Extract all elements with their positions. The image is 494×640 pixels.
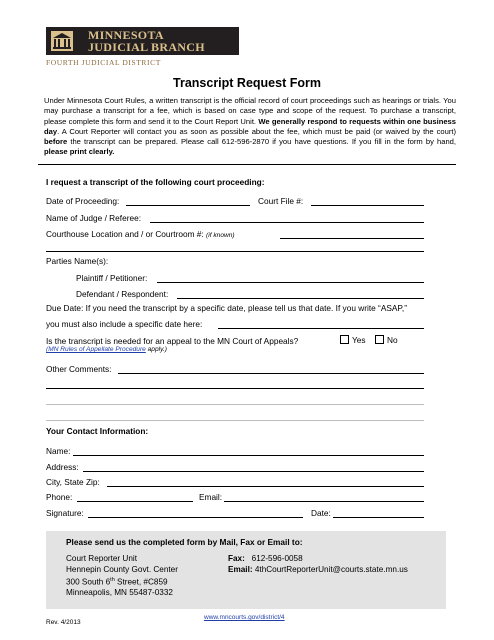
mailing-address	[66, 554, 178, 599]
logo-line-2: JUDICIAL BRANCH	[88, 40, 205, 54]
no-checkbox[interactable]	[375, 335, 384, 344]
judge-label: Name of Judge / Referee:	[46, 213, 142, 223]
address-line-3	[66, 575, 178, 588]
plaintiff-field[interactable]	[157, 282, 424, 283]
comments-line-2[interactable]	[46, 388, 424, 389]
address-line-4: Minneapolis, MN 55487-0332	[66, 588, 173, 598]
appeal-rules-note	[46, 346, 167, 353]
due-date-field[interactable]	[218, 328, 424, 329]
due-date-label: Due Date: If you need the transcript by a specific date, please tell us that date. If you write “ASAP,”	[46, 303, 407, 313]
fax-label: Fax:	[228, 554, 245, 563]
email-address[interactable]: 4thCourtReporterUnit@courts.state.mn.us	[254, 564, 408, 574]
comments-label: Other Comments:	[46, 364, 112, 374]
city-state-zip-label: City, State Zip:	[46, 477, 100, 487]
appeal-question: Is the transcript is needed for an appeal to the MN Court of Appeals?	[46, 336, 299, 346]
revision-date: Rev. 4/2013	[46, 619, 81, 626]
email-contact-label: Email:	[228, 564, 253, 574]
judge-field[interactable]	[150, 222, 424, 223]
send-instructions-box	[46, 531, 446, 609]
website-link[interactable]: www.mncourts.gov/district/4	[204, 614, 285, 621]
section-divider	[38, 164, 456, 165]
address-label: Address:	[46, 462, 79, 472]
courthouse-label-text: Courthouse Location and / or Courtroom #:	[46, 229, 204, 239]
courthouse-field[interactable]	[280, 238, 424, 239]
comments-line-4[interactable]	[46, 420, 424, 421]
fax-line	[228, 554, 408, 565]
appeal-yes-option[interactable]	[340, 335, 366, 345]
intro-bold-3: please print clearly.	[44, 147, 115, 157]
address-line-1: Court Reporter Unit	[66, 554, 137, 563]
address-field[interactable]	[83, 471, 424, 472]
intro-paragraph	[44, 96, 456, 158]
signature-field[interactable]	[88, 517, 303, 518]
court-file-field[interactable]	[311, 205, 424, 206]
court-file-label: Court File #:	[258, 196, 304, 206]
address-line-3b: Street, #C859	[114, 577, 168, 587]
address-line-3a: 300 South 6	[66, 577, 111, 587]
email-field[interactable]	[224, 501, 424, 502]
intro-bold-1: We generally respond to requests within one business day	[44, 116, 456, 136]
due-date-label-2: you must also include a specific date here:	[46, 319, 203, 329]
sign-date-label: Date:	[311, 508, 331, 518]
appeal-rules-tail: apply.)	[145, 346, 167, 353]
parties-label: Parties Name(s):	[46, 256, 109, 266]
comments-field[interactable]	[118, 373, 424, 374]
contact-section-heading: Your Contact Information:	[46, 426, 149, 436]
address-line-3-sup: th	[110, 577, 115, 583]
fax-number: 612-596-0058	[251, 554, 303, 563]
email-line	[228, 565, 408, 576]
address-line-2: Hennepin County Govt. Center	[66, 564, 178, 574]
yes-label: Yes	[352, 335, 366, 345]
form-title: Transcript Request Form	[173, 76, 321, 90]
phone-field[interactable]	[77, 501, 193, 502]
intro-text-3: the transcript can be prepared. Please call 612-596-2870 if you have questions. If you fill in the form by hand,	[67, 137, 456, 147]
intro-text-2: . A Court Reporter will contact you as soon as possible about the fee, which must be paid (or waived by the court)	[57, 126, 456, 136]
phone-label: Phone:	[46, 492, 73, 502]
date-of-proceeding-label: Date of Proceeding:	[46, 196, 120, 206]
name-label: Name:	[46, 446, 71, 456]
email-label: Email:	[199, 492, 223, 502]
appellate-rules-link[interactable]: (MN Rules of Appellate Procedure	[46, 346, 146, 353]
intro-text-1: Under Minnesota Court Rules, a written transcript is the official record of court proceedings such as hearings or trials. You may purchase a transcript for a fee, which is based on case type and scope of the request. To purchase a transcript, please complete this form and send it to the Court Report Unit.	[44, 96, 456, 126]
sign-date-field[interactable]	[333, 517, 424, 518]
name-field[interactable]	[73, 455, 424, 456]
intro-bold-2: before	[44, 137, 68, 147]
defendant-label: Defendant / Respondent:	[76, 289, 169, 299]
courthouse-extra-line[interactable]	[46, 251, 424, 252]
courthouse-label	[46, 229, 235, 239]
city-state-zip-field[interactable]	[107, 486, 424, 487]
district-name: FOURTH JUDICIAL DISTRICT	[46, 58, 161, 67]
send-heading: Please send us the completed form by Mail, Fax or Email to:	[66, 537, 303, 547]
date-of-proceeding-field[interactable]	[126, 205, 250, 206]
signature-label: Signature:	[46, 508, 84, 518]
proceeding-section-heading: I request a transcript of the following court proceeding:	[46, 177, 265, 187]
fax-email-block	[228, 554, 408, 575]
comments-line-3[interactable]	[46, 404, 424, 405]
appeal-no-option[interactable]	[375, 335, 398, 345]
yes-checkbox[interactable]	[340, 335, 349, 344]
plaintiff-label: Plaintiff / Petitioner:	[76, 273, 148, 283]
logo-line-1: MINNESOTA	[88, 28, 164, 42]
defendant-field[interactable]	[177, 298, 424, 299]
court-logo	[46, 27, 239, 55]
courthouse-emblem-icon	[50, 30, 74, 52]
no-label: No	[387, 335, 398, 345]
courthouse-note: (if known)	[206, 232, 235, 239]
